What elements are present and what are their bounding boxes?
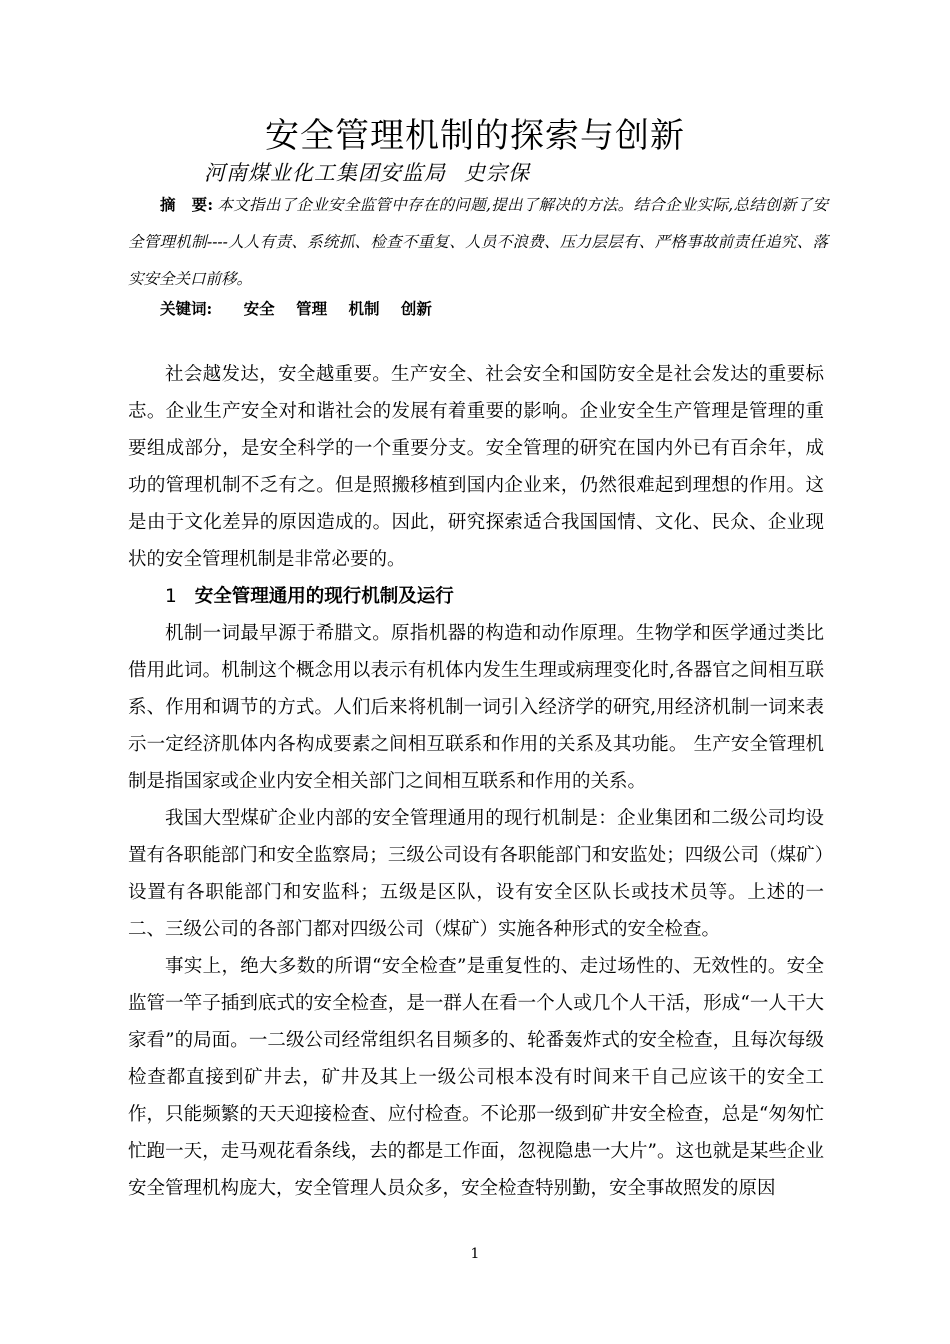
keyword: 机制 <box>348 299 380 318</box>
abstract-text: 本文指出了企业安全监管中存在的问题,提出了解决的方法。结合企业实际,总结创新了安全管理机制----人人有责、系统抓、检查不重复、人员不浪费、压力层层有、严格事故前责任追究、落实安全关口前移。 <box>128 196 828 288</box>
section-heading <box>128 578 824 615</box>
abstract <box>128 186 828 298</box>
keyword: 安全 <box>243 299 275 318</box>
paragraph: 机制一词最早源于希腊文。原指机器的构造和动作原理。生物学和医学通过类比借用此词。机制这个概念用以表示有机体内发生生理或病理变化时,各器官之间相互联系、作用和调节的方式。人们后来将机制一词引入经济学的研究,用经济机制一词来表示一定经济肌体内各构成要素之间相互联系和作用的关系及其功能。 生产安全管理机制是指国家或企业内安全相关部门之间相互联系和作用的关系。 <box>128 623 824 792</box>
abstract-label: 摘 要: <box>160 195 214 214</box>
author-organization: 河南煤业化工集团安监局 <box>204 161 446 185</box>
section-number: 1 <box>165 586 177 607</box>
paragraph: 事实上，绝大多数的所谓“安全检查”是重复性的、走过场性的、无效性的。安全监管一竿子插到底式的安全检查，是一群人在看一个人或几个人干活，形成“一人干大家看”的局面。一二级公司经常组织名目频多的、轮番轰炸式的安全检查，且每次每级检查都直接到矿井去，矿井及其上一级公司根本没有时间来干自己应该干的安全工作，只能频繁的天天迎接检查、应付检查。不论那一级到矿井安全检查，总是“匆匆忙忙跑一天，走马观花看条线，去的都是工作面，忽视隐患一大片”。这也就是某些企业安全管理机构庞大，安全管理人员众多，安全检查特别勤，安全事故照发的原因 <box>128 956 824 1199</box>
keywords-label: 关键词: <box>160 299 213 318</box>
section-title: 安全管理通用的现行机制及运行 <box>194 586 454 607</box>
paragraph: 我国大型煤矿企业内部的安全管理通用的现行机制是：企业集团和二级公司均设置有各职能部门和安全监察局；三级公司设有各职能部门和安监处；四级公司（煤矿）设置有各职能部门和安监科；五级是区队，设有安全区队长或技术员等。上述的一二、三级公司的各部门都对四级公司（煤矿）实施各种形式的安全检查。 <box>128 808 824 940</box>
author-line <box>204 158 530 188</box>
keyword: 管理 <box>296 299 328 318</box>
page-number: 1 <box>470 1246 480 1262</box>
keyword: 创新 <box>400 299 432 318</box>
paragraph: 社会越发达，安全越重要。生产安全、社会安全和国防安全是社会发达的重要标志。企业生产安全对和谐社会的发展有着重要的影响。企业安全生产管理是管理的重要组成部分，是安全科学的一个重要分支。安全管理的研究在国内外已有百余年，成功的管理机制不乏有之。但是照搬移植到国内企业来，仍然很难起到理想的作用。这是由于文化差异的原因造成的。因此，研究探索适合我国国情、文化、民众、企业现状的安全管理机制是非常必要的。 <box>128 364 824 570</box>
keywords <box>160 294 448 324</box>
body-text <box>128 356 824 1207</box>
author-name: 史宗保 <box>464 161 530 185</box>
document-title: 安全管理机制的探索与创新 <box>265 116 685 156</box>
